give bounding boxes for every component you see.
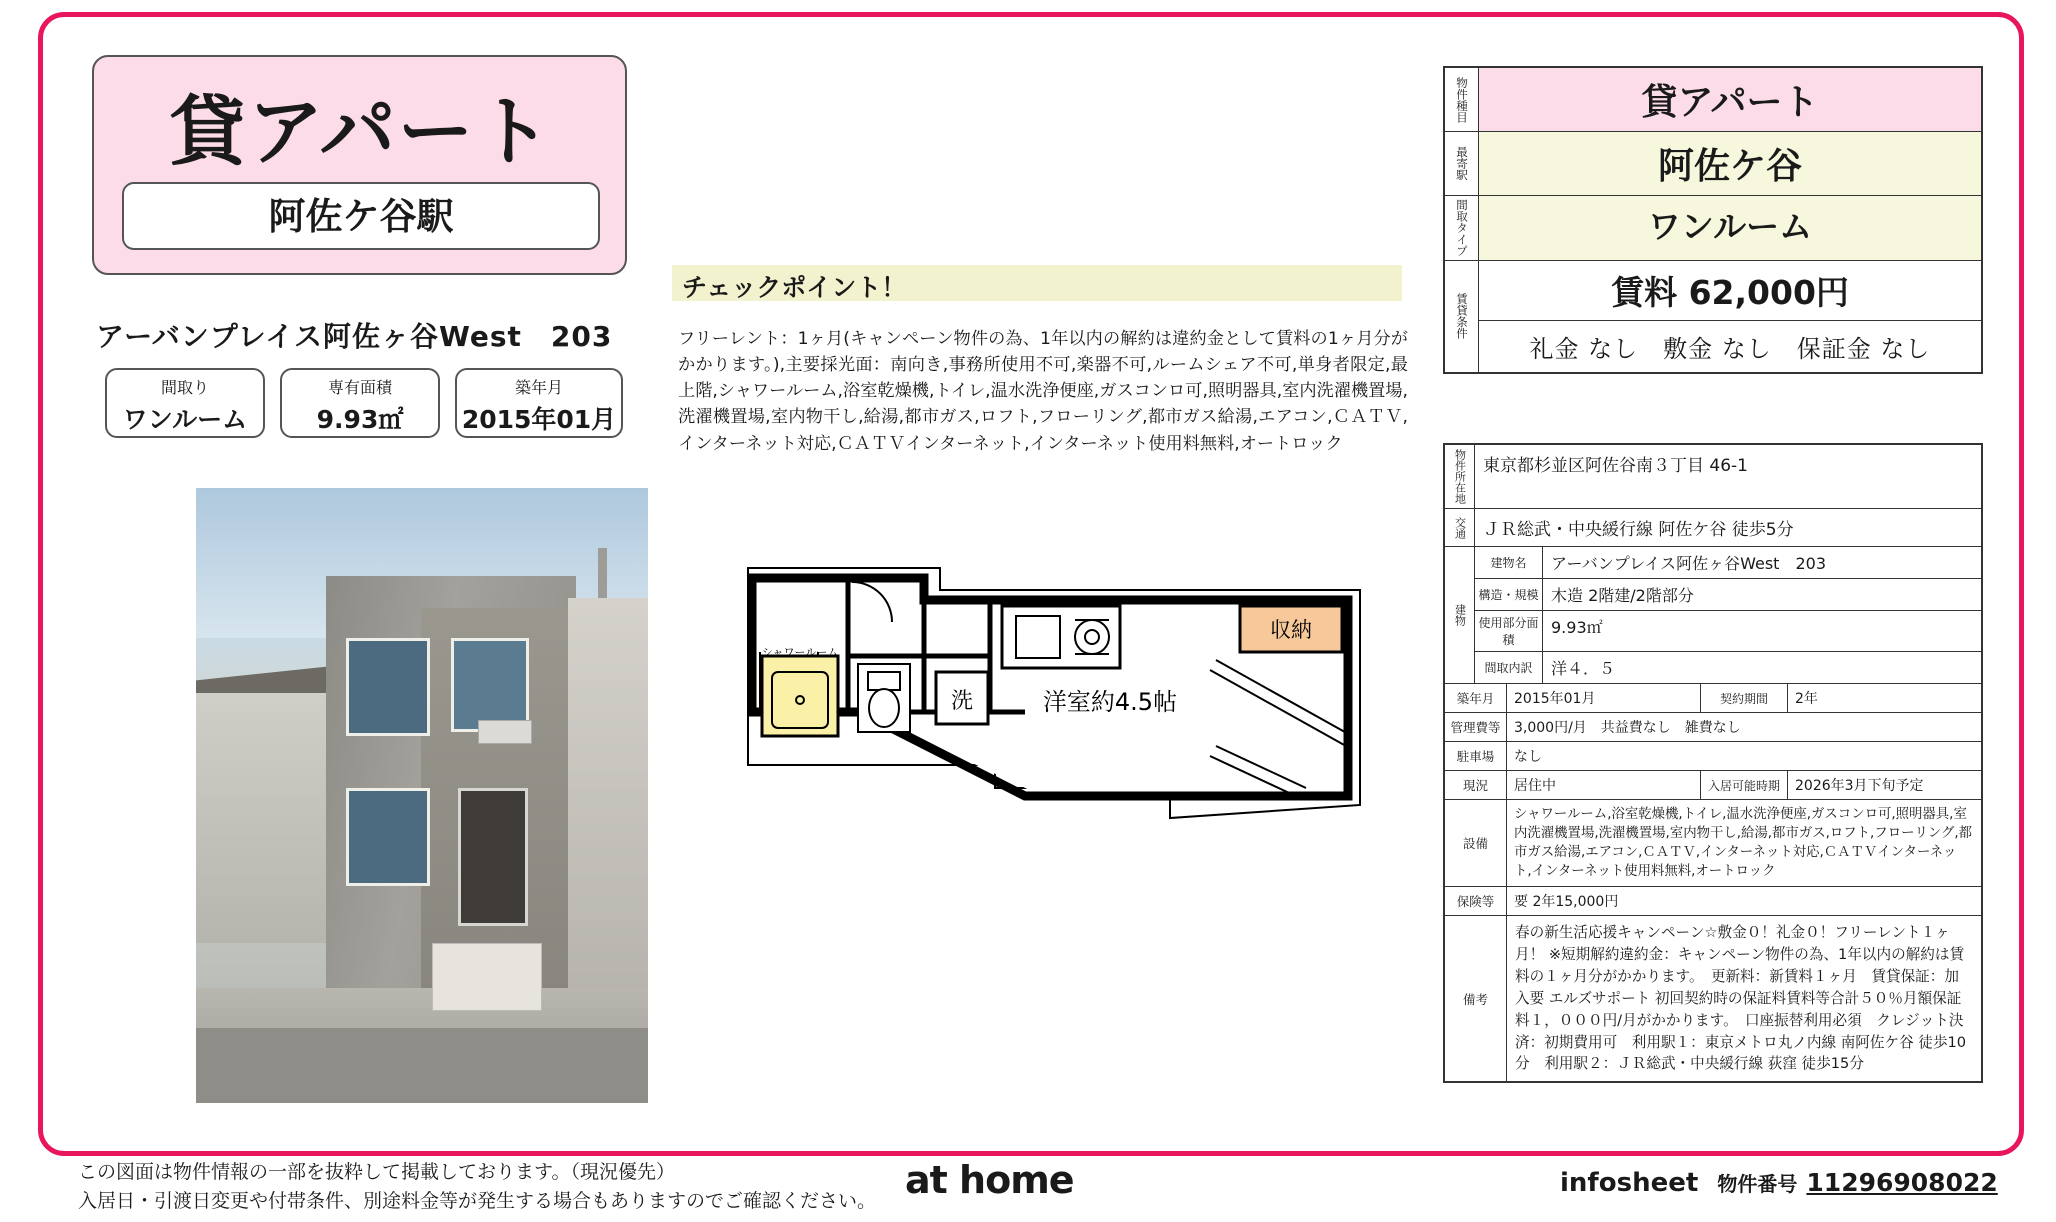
- detail-value-status: 居住中: [1514, 778, 1556, 794]
- detail-value-remarks: 春の新生活応援キャンペーン☆敷金０！礼金０！フリーレント１ヶ月！ ※短期解約違約金：キャンペーン物件の為、1年以内の解約は賃料の１ヶ月分がかかります。 更新料：新賃料１ヶ月 賃貸保証：加入要 エルズサポート 初回契約時の保証料賃料等合計５０％月額保証料１，０００円/月がかかります。 口座振替利用必須 クレジット決済：初期費用可 利用駅１：東京メトロ丸ノ内線 南阿佐ケ谷 徒歩10分 利用駅２：ＪＲ総武・中央緩行線 荻窪 徒歩15分: [1515, 924, 1967, 1073]
- checkpoint-title: チェックポイント！: [682, 273, 907, 302]
- summary-row-station: [1445, 132, 1981, 196]
- checkpoint-body: フリーレント：1ヶ月(キャンペーン物件の為、1年以内の解約は違約金として賃料の1ヶ月分がかかります。),主要採光面：南向き,事務所使用不可,楽器不可,ルームシェア不可,単身者限定,最上階,シャワールーム,浴室乾燥機,トイレ,温水洗浄便座,ガスコンロ可,照明器具,室内洗濯機置場,洗濯機置場,室内物干し,給湯,都市ガス,ロフト,フローリング,都市ガス給湯,エアコン,ＣＡＴＶ,インターネット対応,ＣＡＴＶインターネット,インターネット使用料無料,オートロック: [678, 329, 1408, 454]
- disclaimer-line-2: 入居日・引渡日変更や付帯条件、別途料金等が発生する場合もありますのでご確認ください。: [78, 1190, 877, 1213]
- detail-value-layout-breakdown: 洋４．５: [1551, 659, 1616, 678]
- infosheet-label: infosheet: [1560, 1168, 1699, 1198]
- detail-label-building: 建物: [1445, 547, 1475, 683]
- detail-key-contract: 契約期間: [1700, 684, 1788, 712]
- detail-building-row-structure: [1475, 579, 1981, 611]
- property-type-title: 貸アパート: [169, 87, 554, 176]
- property-type-banner: [92, 55, 627, 275]
- spec-pill-area-label: 専有面積: [327, 378, 392, 397]
- detail-value-mgmt: 3,000円/月 共益費なし 雑費なし: [1514, 720, 1741, 736]
- detail-row-built: [1445, 684, 1981, 713]
- detail-value-access: ＪＲ総武・中央緩行線 阿佐ケ谷 徒歩5分: [1483, 520, 1794, 540]
- svg-text:洗: 洗: [950, 689, 974, 714]
- floor-plan: [740, 560, 1400, 970]
- summary-value-layout: ワンルーム: [1479, 196, 1981, 260]
- spec-pill-builtdate-value: 2015年01月: [461, 405, 617, 434]
- detail-row-status: [1445, 771, 1981, 800]
- detail-row-equipment: [1445, 800, 1981, 887]
- detail-key-mgmt: 管理費等: [1445, 713, 1507, 741]
- photo-window-lower-left: [346, 788, 430, 886]
- detail-key-built: 築年月: [1445, 684, 1507, 712]
- spec-pill-layout-label: 間取り: [160, 378, 209, 397]
- detail-building-row-name: [1475, 547, 1981, 579]
- detail-value-area: 9.93㎡: [1551, 618, 1603, 637]
- spec-pill-area-value: 9.93㎡: [316, 405, 404, 434]
- detail-key-parking: 駐車場: [1445, 742, 1507, 770]
- photo-building-plaque: [478, 720, 532, 744]
- spec-pill-area: [280, 368, 440, 438]
- disclaimer: [78, 1158, 876, 1217]
- detail-key-status: 現況: [1445, 771, 1507, 799]
- spec-pill-layout: [105, 368, 265, 438]
- summary-rent-group: [1479, 261, 1981, 372]
- spec-pill-builtdate: [455, 368, 623, 438]
- detail-key-equipment: 設備: [1445, 800, 1507, 886]
- nearest-station-title: 阿佐ケ谷駅: [122, 182, 600, 250]
- svg-text:シャワールーム: シャワールーム: [761, 646, 839, 659]
- detail-value-equipment: シャワールーム,浴室乾燥機,トイレ,温水洗浄便座,ガスコンロ可,照明器具,室内洗濯機置場,洗濯機置場,室内物干し,給湯,都市ガス,ロフト,フローリング,都市ガス給湯,エアコン,ＣＡＴＶ,インターネット対応,ＣＡＴＶインターネット,インターネット使用料無料,オートロック: [1514, 807, 1973, 880]
- photo-mailbox: [432, 943, 542, 1011]
- athome-logo-text: at home: [905, 1158, 1074, 1202]
- detail-value-structure: 木造 2階建/2階部分: [1551, 586, 1694, 605]
- spec-pill-builtdate-label: 築年月: [514, 378, 563, 397]
- detail-key-structure: 構造・規模: [1475, 579, 1543, 610]
- summary-row-rent: [1445, 261, 1981, 372]
- detail-key-layout-breakdown: 間取内訳: [1475, 652, 1543, 683]
- detail-key-building-name: 建物名: [1475, 547, 1543, 578]
- detail-value-parking: なし: [1514, 749, 1542, 765]
- photo-neighbor-house: [196, 693, 336, 943]
- summary-value-type: 貸アパート: [1479, 68, 1981, 131]
- detail-value-movein: 2026年3月下旬予定: [1795, 778, 1924, 794]
- summary-value-rent: 賃料 62,000円: [1479, 261, 1981, 321]
- detail-row-address: [1445, 445, 1981, 509]
- detail-row-insurance: [1445, 887, 1981, 916]
- detail-row-access: [1445, 509, 1981, 547]
- detail-value-building-name: アーバンプレイス阿佐ヶ谷West 203: [1551, 554, 1826, 573]
- summary-label-station: 最寄駅: [1445, 132, 1479, 195]
- detail-label-address: 物件所在地: [1445, 445, 1475, 508]
- detail-value-built: 2015年01月: [1514, 691, 1596, 707]
- summary-label-type: 物件種目: [1445, 68, 1479, 131]
- infosheet-footer: [1560, 1168, 1998, 1198]
- photo-road: [196, 1028, 648, 1103]
- detail-building-row-area: [1475, 611, 1981, 652]
- athome-logo: [905, 1158, 1074, 1202]
- summary-row-layout: [1445, 196, 1981, 261]
- detail-key-insurance: 保険等: [1445, 887, 1507, 915]
- detail-table: [1443, 443, 1983, 1083]
- summary-label-rent: 賃貸条件: [1445, 261, 1479, 372]
- spec-pill-layout-value: ワンルーム: [122, 405, 248, 434]
- detail-value-address: 東京都杉並区阿佐谷南３丁目 46-1: [1483, 456, 1748, 476]
- summary-value-station: 阿佐ケ谷: [1479, 132, 1981, 195]
- summary-table: [1443, 66, 1983, 374]
- summary-row-type: [1445, 68, 1981, 132]
- photo-window-upper-left: [346, 638, 430, 736]
- detail-row-mgmt: [1445, 713, 1981, 742]
- detail-key-remarks: 備考: [1445, 916, 1507, 1081]
- detail-key-area: 使用部分面積: [1475, 611, 1543, 651]
- property-number-value: 11296908022: [1806, 1168, 1998, 1197]
- detail-row-building: [1445, 547, 1981, 684]
- detail-row-parking: [1445, 742, 1981, 771]
- detail-row-remarks: [1445, 916, 1981, 1081]
- photo-entrance-door: [458, 788, 528, 926]
- svg-text:収納: 収納: [1270, 618, 1312, 642]
- detail-value-insurance: 要 2年15,000円: [1514, 894, 1619, 911]
- property-photo: [196, 488, 648, 1103]
- svg-text:洋室約4.5帖: 洋室約4.5帖: [1042, 688, 1178, 716]
- detail-key-movein: 入居可能時期: [1700, 771, 1788, 799]
- summary-value-deposit: 礼金 なし 敷金 なし 保証金 なし: [1529, 334, 1931, 363]
- building-name-heading: アーバンプレイス阿佐ヶ谷West 203: [96, 320, 613, 353]
- detail-building-subtable: [1475, 547, 1981, 683]
- disclaimer-line-1: この図面は物件情報の一部を抜粋して掲載しております。（現況優先）: [78, 1161, 675, 1183]
- detail-value-contract: 2年: [1795, 691, 1818, 707]
- summary-label-layout: 間取タイプ: [1445, 196, 1479, 260]
- detail-label-access: 交通: [1445, 509, 1475, 546]
- photo-window-upper-right: [451, 638, 529, 732]
- property-number-label: 物件番号: [1717, 1172, 1798, 1196]
- detail-building-row-layout: [1475, 652, 1981, 683]
